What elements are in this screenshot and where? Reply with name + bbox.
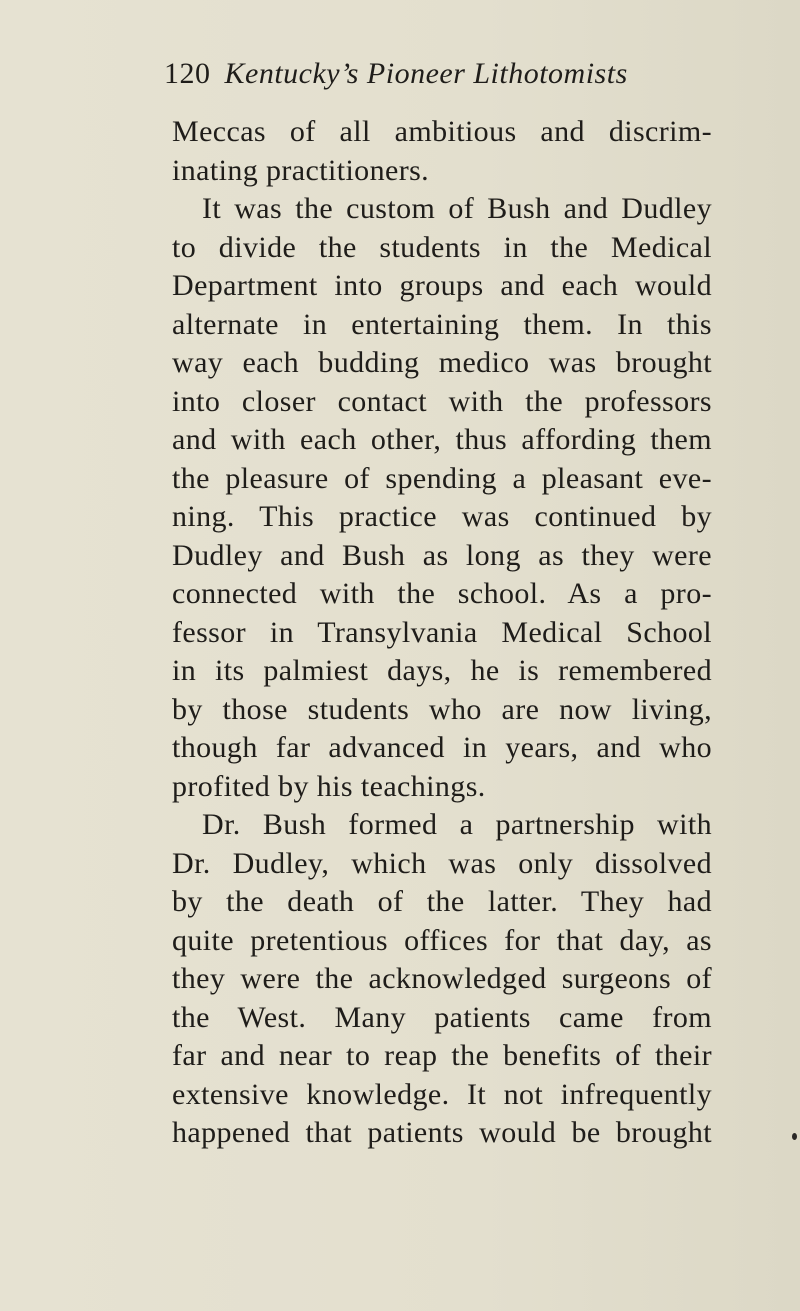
text-line: connected with the school. As a pro- (172, 577, 712, 610)
text-line: Dr. Dudley, which was only dissolved (172, 846, 712, 880)
text-line: the pleasure of spending a pleasant eve- (172, 461, 712, 495)
text-line: they were the acknowledged surgeons of (172, 962, 712, 995)
text-line: far and near to reap the benefits of their (172, 1039, 712, 1072)
text-line: by the death of the latter. They had (172, 885, 712, 918)
text-line: Department into groups and each would (172, 269, 712, 302)
page-number: 120 (164, 57, 211, 90)
paper-speck (792, 1133, 797, 1140)
running-title: Kentucky’s Pioneer Lithotomists (224, 57, 628, 90)
text-line: way each budding medico was brought (172, 346, 712, 379)
text-line: ning. This practice was continued by (172, 500, 712, 533)
text-line: quite pretentious offices for that day, as (172, 923, 712, 957)
text-line: though far advanced in years, and who (172, 731, 712, 764)
body-text (172, 113, 712, 1153)
text-line: fessor in Transylvania Medical School (172, 615, 712, 649)
text-line: happened that patients would be brought (172, 1116, 712, 1149)
text-line: to divide the students in the Medical (172, 230, 712, 264)
running-head (164, 54, 628, 94)
text-line: alternate in entertaining them. In this (172, 307, 712, 341)
text-line: profited by his teachings. (172, 769, 486, 803)
text-line: into closer contact with the professors (172, 384, 712, 418)
text-line: and with each other, thus affording them (172, 423, 712, 456)
text-line: Meccas of all ambitious and discrim- (172, 115, 712, 148)
text-line: Dudley and Bush as long as they were (172, 538, 712, 572)
text-line: inating practitioners. (172, 153, 430, 187)
text-line: in its palmiest days, he is remembered (172, 654, 712, 687)
text-line: It was the custom of Bush and Dudley (202, 192, 712, 225)
text-line: by those students who are now living, (172, 692, 712, 726)
text-line: extensive knowledge. It not infrequently (172, 1077, 712, 1111)
text-line: Dr. Bush formed a partnership with (202, 808, 712, 841)
text-line: the West. Many patients came from (172, 1000, 712, 1034)
